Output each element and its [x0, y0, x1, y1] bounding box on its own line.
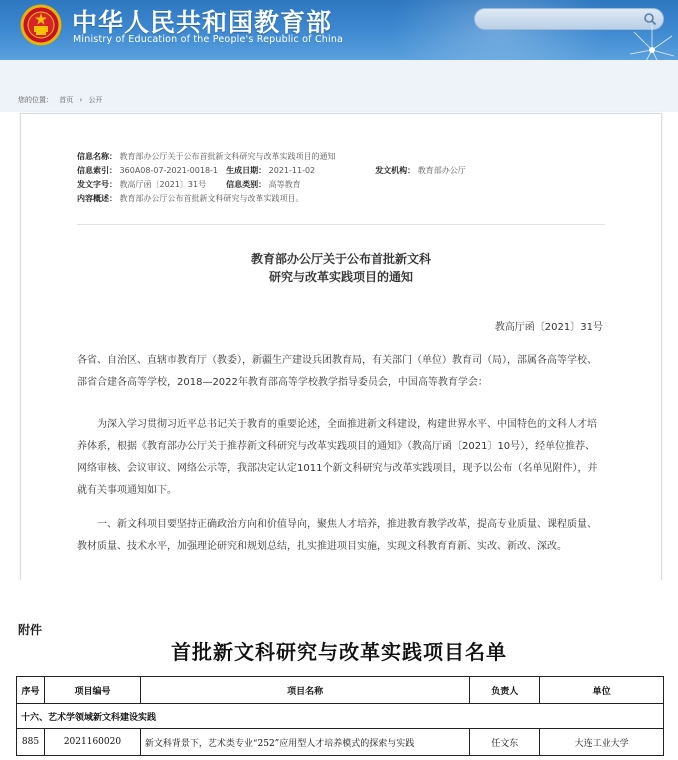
col-header-unit: 单位: [540, 677, 664, 704]
annex-label: 附件: [18, 623, 43, 637]
meta-divider: [77, 224, 605, 225]
info-name-label: 信息名称：: [77, 152, 117, 161]
issuer-label: 发文机构：: [375, 166, 416, 175]
cell-unit: 大连工业大学: [540, 729, 664, 756]
col-header-lead: 负责人: [470, 677, 540, 704]
info-index-value: 360A08-07-2021-0018-1: [119, 166, 219, 175]
date-label: 生成日期：: [226, 166, 267, 175]
table-header-row: [17, 677, 664, 704]
breadcrumb-public-link[interactable]: 公开: [88, 96, 103, 104]
issuer-value: 教育部办公厅: [417, 166, 466, 175]
col-header-no: 序号: [17, 677, 45, 704]
cell-no: 885: [17, 729, 45, 756]
dandelion-decoration-icon: [612, 22, 678, 60]
category-label: 信息类别：: [226, 180, 267, 189]
body-paragraph-2: 一、新文科项目要坚持正确政治方向和价值导向，聚焦人才培养，推进教育教学改革，提高专业质量、课程质量、教材质量、技术水平，加强理论研究和规划总结，扎实推进项目实施，实现文科教育育新、实改、新改、深改。: [77, 519, 597, 552]
body-paragraph-1: 为深入学习贯彻习近平总书记关于教育的重要论述，全面推进新文科建设，构建世界水平、中国特色的文科人才培养体系，根据《教育部办公厅关于推荐新文科研究与改革实践项目的通知》（教高厅函〔2021〕10号），经单位推荐、网络审核、会议审议、网络公示等，我部决定认定1011个新文科研究与改革实践项目，现予以公布（名单见附件），并就有关事项通知如下。: [77, 419, 598, 496]
info-name-value: 教育部办公厅关于公布首批新文科研究与改革实践项目的通知: [119, 152, 336, 161]
doc-no-value: 教高厅函〔2021〕31号: [119, 180, 207, 189]
cell-name: 新文科背景下，艺术类专业“252”应用型人才培养模式的探索与实践: [140, 729, 469, 756]
document-title-line-2: 研究与改革实践项目的通知: [268, 270, 413, 284]
section-title: 十六、艺术学领域新文科建设实践: [17, 704, 664, 729]
info-table: [77, 150, 466, 206]
breadcrumb: [18, 95, 107, 105]
site-header: [0, 0, 678, 60]
table-row: [17, 729, 664, 756]
cell-code: 2021160020: [44, 729, 140, 756]
date-value: 2021-11-02: [268, 166, 316, 175]
category-value: 高等教育: [268, 180, 301, 189]
document-number: 教高厅函〔2021〕31号: [494, 322, 603, 333]
breadcrumb-prefix: 您的位置：: [18, 96, 53, 104]
breadcrumb-home-link[interactable]: 首页: [59, 96, 74, 104]
addressee-paragraph: 各省、自治区、直辖市教育厅（教委），新疆生产建设兵团教育局，有关部门（单位）教育司（局），部属各高等学校、部省合建各高等学校，2018—2022年教育部高等学校教学指导委员会，中国高等教育学会：: [77, 355, 597, 388]
breadcrumb-separator: ›: [79, 96, 83, 104]
cell-lead: 任文东: [470, 729, 540, 756]
national-emblem-icon[interactable]: [20, 4, 62, 46]
document-title-line-1: 教育部办公厅关于公布首批新文科: [250, 252, 431, 266]
summary-label: 内容概述：: [77, 194, 117, 203]
project-list-table: [16, 676, 664, 756]
summary-value: 教育部办公厅公布首批新文科研究与改革实践项目。: [119, 194, 304, 203]
annex-title: 首批新文科研究与改革实践项目名单: [171, 640, 507, 664]
col-header-name: 项目名称: [140, 677, 469, 704]
doc-no-label: 发文字号：: [77, 180, 117, 189]
site-subtitle: Ministry of Education of the People's Republic of China: [73, 34, 344, 45]
table-section-row: [17, 704, 664, 729]
site-title[interactable]: 中华人民共和国教育部: [72, 8, 333, 37]
info-index-label: 信息索引：: [77, 166, 117, 175]
article-card: [20, 113, 662, 615]
col-header-code: 项目编号: [44, 677, 140, 704]
